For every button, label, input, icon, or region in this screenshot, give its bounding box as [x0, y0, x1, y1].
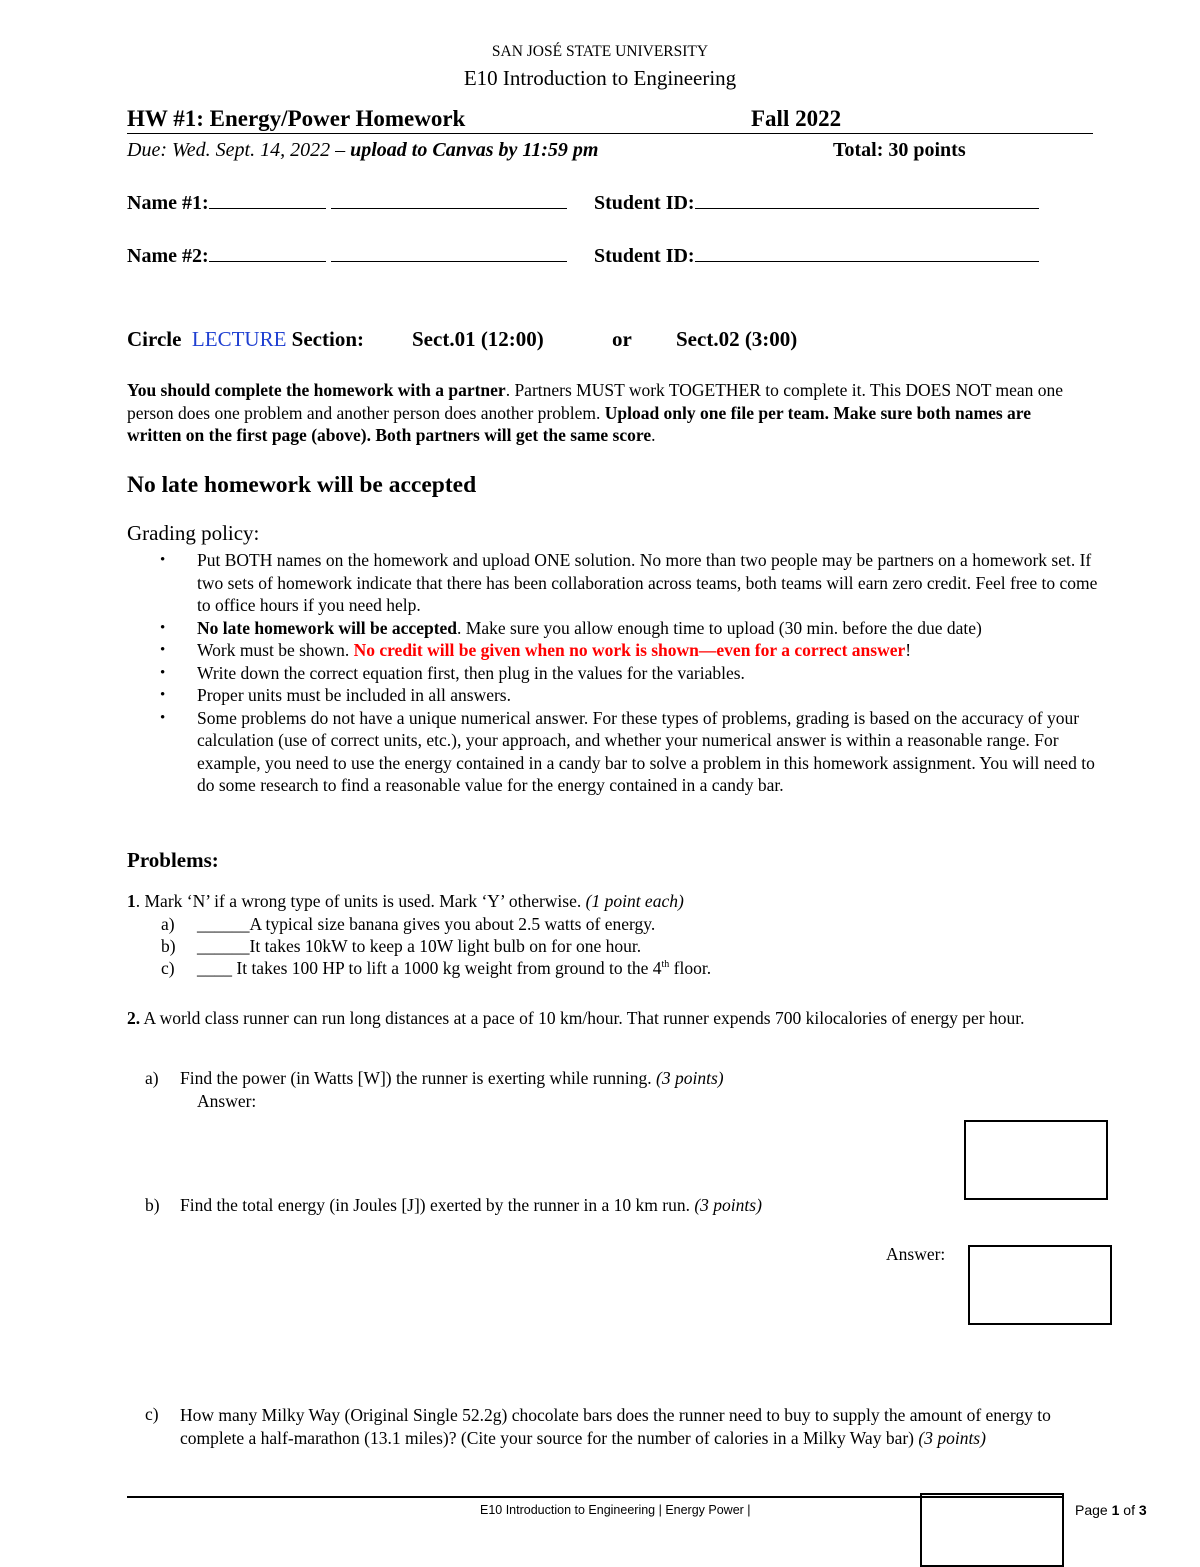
lecture-word: LECTURE	[191, 327, 287, 351]
student-id2-label: Student ID:	[594, 245, 695, 267]
problem-2a-text: Find the power (in Watts [W]) the runner is exerting while running.	[180, 1068, 657, 1088]
problem-1a-blank[interactable]: ______	[197, 914, 250, 934]
problem-2b-label: b)	[145, 1195, 160, 1215]
bullet-icon: •	[160, 552, 166, 568]
title-rule	[127, 133, 1093, 134]
student-id2-blank[interactable]	[695, 245, 1039, 262]
footer-course: E10 Introduction to Engineering | Energy Power |	[480, 1503, 751, 1517]
name1-label: Name #1:	[127, 192, 209, 214]
list-item	[160, 662, 1100, 685]
problem-1a-text: A typical size banana gives you about 2.5 watts of energy.	[249, 914, 656, 934]
student-id1-field[interactable]	[594, 192, 1039, 215]
student-id2-field[interactable]	[594, 245, 1039, 268]
list-item	[160, 707, 1100, 797]
grading-list	[160, 549, 1100, 797]
circle-word: Circle	[127, 327, 182, 351]
problem-2c-text: How many Milky Way (Original Single 52.2g) chocolate bars does the runner need to buy to supply the amount of energy to complete a half-marathon (13.1 miles)? (Cite your source for the number of calories in a Milky Way bar)	[180, 1405, 1051, 1448]
list-item	[160, 684, 1100, 707]
bullet-icon: •	[160, 642, 166, 658]
hw-title: HW #1: Energy/Power Homework	[127, 106, 466, 131]
list-item	[160, 549, 1100, 617]
bullet-icon: •	[160, 664, 166, 681]
partner-period: .	[651, 425, 656, 445]
course-title: E10 Introduction to Engineering	[463, 66, 737, 90]
problem-1a-label: a)	[161, 914, 175, 934]
grading-item-bold: No late homework will be accepted	[197, 617, 458, 638]
problem-2c	[180, 1404, 1100, 1449]
page-prefix: Page	[1075, 1502, 1112, 1518]
page-total: 3	[1138, 1502, 1147, 1518]
partner-instructions	[127, 379, 1087, 447]
no-late-heading: No late homework will be accepted	[127, 472, 477, 498]
problem-1-points: (1 point each)	[585, 891, 684, 911]
partner-text: . Partners MUST work TOGETHER to complete it. This DOES NOT mean one person does one problem and another person does another problem.	[127, 380, 1064, 423]
name2-blank-last[interactable]	[331, 245, 567, 262]
section-option-01[interactable]: Sect.01 (12:00)	[412, 327, 544, 351]
problem-2b-points: (3 points)	[694, 1195, 762, 1215]
problem-1-text: . Mark ‘N’ if a wrong type of units is used. Mark ‘Y’ otherwise.	[135, 891, 586, 911]
bullet-icon: •	[160, 687, 166, 703]
problem-1c-end: floor.	[669, 958, 712, 978]
problem-2-number: 2.	[127, 1008, 141, 1028]
bullet-icon: •	[160, 619, 166, 636]
grading-item-text: Proper units must be included in all answers.	[197, 685, 511, 705]
problem-1c-label: c)	[161, 958, 175, 978]
problem-2a-answer-box[interactable]	[964, 1120, 1108, 1200]
university-name: SAN JOSÉ STATE UNIVERSITY	[491, 43, 709, 60]
problem-1b	[161, 936, 641, 957]
grading-item-text: Put BOTH names on the homework and upload ONE solution. No more than two people may be partners on a homework set. If two sets of homework indicate that there has been collaboration across teams, both teams will earn zero credit. Feel free to come to office hours if you need help.	[197, 550, 1098, 615]
problem-2b	[145, 1195, 762, 1216]
grading-item-end: !	[905, 640, 912, 660]
problem-2a	[145, 1068, 724, 1089]
list-item	[160, 617, 1100, 640]
grading-heading: Grading policy:	[127, 521, 260, 545]
list-item	[160, 639, 1100, 662]
problem-1-number: 1	[127, 891, 136, 911]
problem-1c-blank[interactable]: ____	[197, 958, 232, 978]
term: Fall 2022	[751, 106, 842, 131]
problem-2-stem	[127, 1007, 1097, 1030]
name1-blank-last[interactable]	[331, 192, 567, 209]
name2-blank-first[interactable]	[209, 245, 326, 262]
problem-2b-answer-label: Answer:	[886, 1244, 946, 1264]
section-or: or	[612, 327, 632, 351]
grading-item-text: . Make sure you allow enough time to upload (30 min. before the due date)	[457, 617, 982, 638]
section-line	[127, 327, 364, 352]
problem-1c-text: It takes 100 HP to lift a 1000 kg weight from ground to the 4	[232, 958, 662, 978]
problem-2-text: A world class runner can run long distances at a pace of 10 km/hour. That runner expends 700 kilocalories of energy per hour.	[140, 1008, 1025, 1028]
grading-item-text: Work must be shown.	[197, 640, 354, 660]
problem-1b-text: It takes 10kW to keep a 10W light bulb on for one hour.	[249, 936, 642, 956]
bullet-icon: •	[160, 709, 166, 726]
problem-2c-points: (3 points)	[918, 1427, 986, 1448]
problem-1-stem	[127, 891, 684, 912]
problem-1c	[161, 958, 711, 979]
name2-field[interactable]	[127, 245, 567, 268]
grading-item-text: Write down the correct equation first, then plug in the values for the variables.	[197, 662, 745, 683]
name1-blank-first[interactable]	[209, 192, 326, 209]
problem-2a-label: a)	[145, 1068, 159, 1088]
page-current: 1	[1111, 1502, 1120, 1518]
section-label: Section:	[291, 327, 364, 351]
page-of: of	[1119, 1502, 1139, 1518]
problem-1b-label: b)	[161, 936, 176, 956]
footer-page-number	[1075, 1502, 1147, 1518]
problem-2a-points: (3 points)	[656, 1068, 724, 1088]
problem-1b-blank[interactable]: ______	[197, 936, 250, 956]
problems-heading: Problems:	[127, 848, 219, 872]
no-credit-warning: No credit will be given when no work is shown—even for a correct answer	[353, 640, 906, 660]
problem-2c-label: c)	[145, 1404, 159, 1424]
name2-label: Name #2:	[127, 245, 209, 267]
due-date: Due: Wed. Sept. 14, 2022 –	[127, 139, 346, 161]
grading-item-text: Some problems do not have a unique numerical answer. For these types of problems, grading is based on the accuracy of your calculation (use of correct units, etc.), your approach, and whether your numerical answer is within a reasonable range. For example, you need to use the energy contained in a candy bar to solve a problem in this homework assignment. You will need to do some research to find a reasonable value for the energy contained in a candy bar.	[197, 707, 1095, 795]
student-id1-label: Student ID:	[594, 192, 695, 214]
problem-2b-text: Find the total energy (in Joules [J]) exerted by the runner in a 10 km run.	[180, 1195, 695, 1215]
problem-2a-answer-label: Answer:	[197, 1091, 257, 1111]
upload-one-file: Upload only one file per team. Make sure both names are written on the first page (above). Both partners will get the same score	[127, 402, 1032, 445]
problem-1c-sup: th	[661, 959, 670, 971]
student-id1-blank[interactable]	[695, 192, 1039, 209]
problem-2b-answer-box[interactable]	[968, 1245, 1112, 1325]
total-points: Total: 30 points	[833, 139, 966, 161]
problem-2c-answer-box[interactable]	[920, 1493, 1064, 1567]
partner-bold: You should complete the homework with a partner	[127, 380, 506, 400]
name1-field[interactable]	[127, 192, 567, 215]
section-option-02[interactable]: Sect.02 (3:00)	[676, 327, 798, 351]
problem-1a	[161, 914, 655, 935]
due-line	[127, 139, 598, 162]
due-upload: upload to Canvas by 11:59 pm	[345, 139, 599, 161]
